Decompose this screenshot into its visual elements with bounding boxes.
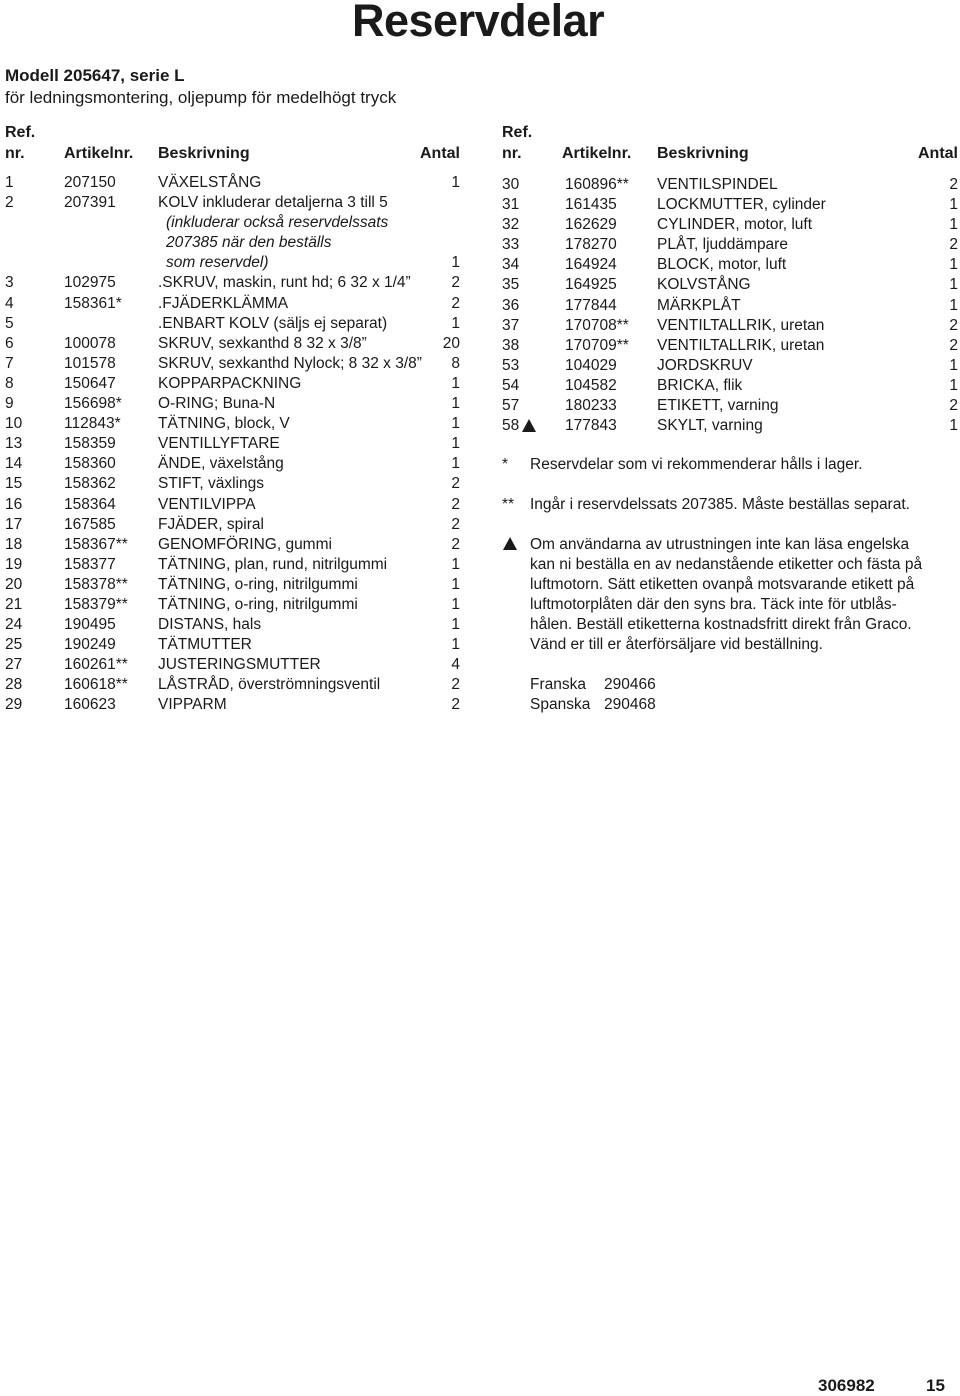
table-row	[5, 273, 460, 293]
table-row	[5, 635, 460, 655]
part-number-cell: 100078	[64, 334, 116, 352]
part-number-cell: 104029	[565, 356, 617, 374]
table-row	[502, 175, 958, 195]
quantity-cell: 1	[451, 174, 460, 191]
quantity-cell: 1	[451, 435, 460, 453]
description-cell: .ENBART KOLV (säljs ej separat)	[158, 314, 388, 332]
note-tri-line: luftmotorn. Sätt etiketten ovanpå motsvarande etikett på	[530, 576, 915, 593]
table-row	[5, 555, 460, 575]
part-number-cell: 177843	[565, 417, 617, 435]
note-tri-line: hålen. Beställ etiketterna kostnadsfritt direkt från Graco.	[530, 616, 912, 633]
description-cell: .FJÄDERKLÄMMA	[158, 294, 289, 312]
ref-cell: 7	[5, 354, 14, 372]
note-star-symbol: *	[502, 456, 509, 473]
quantity-cell: 1	[949, 196, 958, 214]
right-parts-table	[502, 175, 958, 436]
ref-cell: 58	[502, 417, 520, 435]
model-subtitle: för ledningsmontering, oljepump för medelhögt tryck	[5, 88, 397, 107]
quantity-cell: 1	[949, 276, 958, 294]
part-number-cell: 158378**	[64, 575, 128, 593]
table-row	[5, 233, 460, 253]
part-number-cell: 177844	[565, 296, 617, 314]
part-number-cell: 158377	[64, 555, 116, 573]
quantity-cell: 20	[442, 334, 460, 352]
ref-cell: 38	[502, 336, 520, 354]
header-qty: Antal	[420, 145, 460, 162]
description-cell: CYLINDER, motor, luft	[657, 216, 813, 234]
ref-cell: 13	[5, 435, 23, 453]
quantity-cell: 1	[451, 455, 460, 473]
label-language: Franska	[530, 676, 586, 693]
part-number-cell: 190249	[64, 636, 116, 654]
description-cell: KOPPARPACKNING	[158, 374, 302, 392]
description-cell: (inkluderar också reservdelssats	[166, 214, 389, 232]
description-cell: LOCKMUTTER, cylinder	[657, 196, 826, 214]
quantity-cell: 2	[451, 535, 460, 553]
ref-cell: 16	[5, 495, 23, 513]
quantity-cell: 1	[451, 555, 460, 573]
quantity-cell: 2	[451, 294, 460, 312]
ref-cell: 4	[5, 294, 14, 312]
part-number-cell: 160618**	[64, 676, 128, 694]
doc-number: 306982	[818, 1376, 875, 1395]
table-row	[502, 235, 958, 255]
ref-cell: 17	[5, 515, 23, 533]
description-cell: BRICKA, flik	[657, 376, 743, 394]
ref-cell: 3	[5, 274, 14, 292]
note-tri-line: Vänd er till er återförsäljare vid beställning.	[530, 636, 823, 653]
part-number-cell: 150647	[64, 374, 116, 392]
table-row	[502, 376, 958, 396]
ref-cell: 31	[502, 196, 520, 214]
ref-cell: 25	[5, 636, 23, 654]
table-row	[5, 294, 460, 314]
ref-cell: 28	[5, 676, 23, 694]
quantity-cell: 1	[451, 314, 460, 332]
description-cell: O-RING; Buna-N	[158, 395, 276, 413]
description-cell: MÄRKPLÅT	[657, 296, 741, 314]
description-cell: TÄTNING, plan, rund, nitrilgummi	[158, 555, 388, 573]
part-number-cell: 158364	[64, 495, 116, 513]
ref-cell: 36	[502, 296, 520, 314]
warning-triangle-icon	[522, 419, 536, 432]
quantity-cell: 2	[949, 316, 958, 334]
table-row	[502, 356, 958, 376]
ref-cell: 37	[502, 316, 520, 334]
table-row	[5, 213, 460, 233]
ref-cell: 21	[5, 595, 23, 613]
left-table-header	[5, 123, 460, 167]
quantity-cell: 1	[451, 374, 460, 392]
ref-cell: 1	[5, 174, 14, 191]
part-number-cell: 102975	[64, 274, 116, 292]
table-row	[5, 535, 460, 555]
description-cell: SKRUV, sexkanthd 8 32 x 3/8”	[158, 334, 367, 352]
description-cell: VENTILLYFTARE	[158, 435, 280, 453]
header-ref-line1: Ref.	[502, 124, 533, 141]
part-number-cell: 161435	[565, 196, 617, 214]
table-row	[502, 195, 958, 215]
ref-cell: 57	[502, 397, 520, 415]
table-row	[502, 396, 958, 416]
description-cell: SKRUV, sexkanthd Nylock; 8 32 x 3/8”	[158, 354, 422, 372]
left-parts-table	[5, 173, 460, 716]
quantity-cell: 2	[949, 236, 958, 254]
table-row	[5, 173, 460, 193]
quantity-cell: 1	[451, 595, 460, 613]
label-part-number: 290466	[604, 676, 656, 693]
ref-cell: 29	[5, 696, 23, 714]
description-cell: VENTILVIPPA	[158, 495, 256, 513]
ref-cell: 33	[502, 236, 520, 254]
part-number-cell: 164925	[565, 276, 617, 294]
part-number-cell: 207150	[64, 174, 116, 191]
quantity-cell: 1	[949, 356, 958, 374]
part-number-cell: 207391	[64, 194, 116, 212]
model-title: Modell 205647, serie L	[5, 66, 185, 85]
table-row	[5, 655, 460, 675]
ref-cell: 8	[5, 374, 14, 392]
header-desc: Beskrivning	[657, 145, 749, 162]
part-number-cell: 160623	[64, 696, 116, 714]
description-cell: 207385 när den beställs	[166, 234, 332, 252]
quantity-cell: 1	[949, 216, 958, 234]
header-qty: Antal	[918, 145, 958, 162]
label-part-number: 290468	[604, 696, 656, 713]
description-cell: TÄTMUTTER	[158, 636, 252, 654]
ref-cell: 20	[5, 575, 23, 593]
warning-triangle-icon	[502, 535, 517, 555]
description-cell: KOLV inkluderar detaljerna 3 till 5	[158, 194, 388, 212]
ref-cell: 15	[5, 475, 23, 493]
quantity-cell: 2	[451, 515, 460, 533]
note-dstar-symbol: **	[502, 496, 515, 513]
description-cell: ÄNDE, växelstång	[158, 455, 284, 473]
description-cell: JORDSKRUV	[657, 356, 753, 374]
description-cell: VENTILSPINDEL	[657, 176, 778, 193]
ref-cell: 30	[502, 176, 520, 193]
table-row	[502, 336, 958, 356]
table-row	[5, 334, 460, 354]
table-row	[502, 275, 958, 295]
table-row	[5, 414, 460, 434]
part-number-cell: 170709**	[565, 336, 629, 354]
quantity-cell: 8	[451, 354, 460, 372]
ref-cell: 14	[5, 455, 23, 473]
table-row	[5, 675, 460, 695]
description-cell: STIFT, växlings	[158, 475, 264, 493]
description-cell: GENOMFÖRING, gummi	[158, 535, 332, 553]
table-row	[5, 474, 460, 494]
note-tri-line: Om användarna av utrustningen inte kan läsa engelska	[530, 536, 910, 553]
ref-cell: 32	[502, 216, 520, 234]
quantity-cell: 2	[949, 397, 958, 415]
part-number-cell: 178270	[565, 236, 617, 254]
right-table-header	[502, 123, 958, 167]
part-number-cell: 158379**	[64, 595, 128, 613]
ref-cell: 5	[5, 314, 14, 332]
notes-section	[502, 455, 960, 720]
table-row	[5, 253, 460, 273]
description-cell: BLOCK, motor, luft	[657, 256, 787, 274]
quantity-cell: 2	[451, 696, 460, 714]
table-row	[5, 454, 460, 474]
description-cell: VENTILTALLRIK, uretan	[657, 316, 825, 334]
quantity-cell: 1	[451, 636, 460, 654]
part-number-cell: 160261**	[64, 656, 128, 674]
description-cell: .SKRUV, maskin, runt hd; 6 32 x 1/4”	[158, 274, 411, 292]
quantity-cell: 1	[949, 376, 958, 394]
table-row	[5, 354, 460, 374]
part-number-cell: 167585	[64, 515, 116, 533]
description-cell: LÅSTRÅD, överströmningsventil	[158, 676, 381, 694]
ref-cell: 6	[5, 334, 14, 352]
part-number-cell: 158359	[64, 435, 116, 453]
table-row	[5, 595, 460, 615]
part-number-cell: 158362	[64, 475, 116, 493]
description-cell: FJÄDER, spiral	[158, 515, 264, 533]
description-cell: JUSTERINGSMUTTER	[158, 656, 321, 674]
description-cell: SKYLT, varning	[657, 417, 763, 435]
part-number-cell: 104582	[565, 376, 617, 394]
quantity-cell: 4	[451, 656, 460, 674]
ref-cell: 2	[5, 194, 14, 212]
note-dstar-text: Ingår i reservdelssats 207385. Måste beställas separat.	[530, 496, 910, 513]
description-cell: ETIKETT, varning	[657, 397, 779, 415]
part-number-cell: 190495	[64, 616, 116, 634]
part-number-cell: 162629	[565, 216, 617, 234]
part-number-cell: 158360	[64, 455, 116, 473]
table-row	[5, 695, 460, 715]
note-tri-line: kan ni beställa en av nedanstående etiketter och fästa på	[530, 556, 923, 573]
table-row	[5, 434, 460, 454]
part-number-cell: 160896**	[565, 176, 629, 193]
header-ref-line2: nr.	[5, 145, 25, 162]
ref-cell: 24	[5, 616, 23, 634]
header-part: Artikelnr.	[562, 145, 632, 162]
ref-cell: 34	[502, 256, 520, 274]
ref-cell: 53	[502, 356, 520, 374]
quantity-cell: 1	[949, 296, 958, 314]
table-row	[5, 314, 460, 334]
description-cell: VIPPARM	[158, 696, 227, 714]
quantity-cell: 2	[451, 475, 460, 493]
table-row	[5, 193, 460, 213]
table-row	[5, 394, 460, 414]
part-number-cell: 112843*	[64, 415, 121, 433]
header-ref-line1: Ref.	[5, 124, 36, 141]
part-number-cell: 164924	[565, 256, 617, 274]
table-row	[502, 215, 958, 235]
ref-cell: 19	[5, 555, 23, 573]
ref-cell: 18	[5, 535, 23, 553]
ref-cell: 9	[5, 395, 14, 413]
ref-cell: 10	[5, 415, 23, 433]
description-cell: TÄTNING, o-ring, nitrilgummi	[158, 595, 358, 613]
quantity-cell: 2	[949, 176, 958, 193]
quantity-cell: 1	[451, 616, 460, 634]
quantity-cell: 1	[451, 254, 460, 272]
part-number-cell: 158361*	[64, 294, 122, 312]
description-cell: TÄTNING, block, V	[158, 415, 290, 433]
ref-cell: 35	[502, 276, 520, 294]
quantity-cell: 1	[451, 395, 460, 413]
quantity-cell: 1	[949, 417, 958, 435]
quantity-cell: 2	[451, 274, 460, 292]
description-cell: VÄXELSTÅNG	[158, 174, 262, 191]
table-row	[502, 296, 958, 316]
note-star-text: Reservdelar som vi rekommenderar hålls i lager.	[530, 456, 863, 473]
description-cell: som reservdel)	[166, 254, 269, 272]
part-number-cell: 158367**	[64, 535, 128, 553]
quantity-cell: 2	[949, 336, 958, 354]
label-language: Spanska	[530, 696, 591, 713]
table-row	[5, 515, 460, 535]
header-part: Artikelnr.	[64, 145, 134, 162]
header-ref-line2: nr.	[502, 145, 522, 162]
table-row	[5, 374, 460, 394]
table-row	[5, 575, 460, 595]
header-desc: Beskrivning	[158, 145, 250, 162]
description-cell: VENTILTALLRIK, uretan	[657, 336, 825, 354]
description-cell: PLÅT, ljuddämpare	[657, 236, 788, 254]
part-number-cell: 170708**	[565, 316, 629, 334]
note-tri-line: luftmotorplåten där den syns bra. Täck inte för utblås-	[530, 596, 897, 613]
table-row	[5, 615, 460, 635]
description-cell: TÄTNING, o-ring, nitrilgummi	[158, 575, 358, 593]
part-number-cell: 156698*	[64, 395, 122, 413]
quantity-cell: 2	[451, 495, 460, 513]
quantity-cell: 2	[451, 676, 460, 694]
quantity-cell: 1	[451, 575, 460, 593]
part-number-cell: 101578	[64, 354, 116, 372]
page-number: 15	[926, 1376, 945, 1395]
table-row	[502, 316, 958, 336]
description-cell: KOLVSTÅNG	[657, 276, 751, 294]
description-cell: DISTANS, hals	[158, 616, 262, 634]
quantity-cell: 1	[451, 415, 460, 433]
part-number-cell: 180233	[565, 397, 617, 415]
ref-cell: 54	[502, 376, 520, 394]
ref-cell: 27	[5, 656, 23, 674]
page-title: Reservdelar	[352, 0, 605, 46]
table-row	[502, 255, 958, 275]
table-row	[5, 495, 460, 515]
table-row	[502, 416, 958, 436]
quantity-cell: 1	[949, 256, 958, 274]
